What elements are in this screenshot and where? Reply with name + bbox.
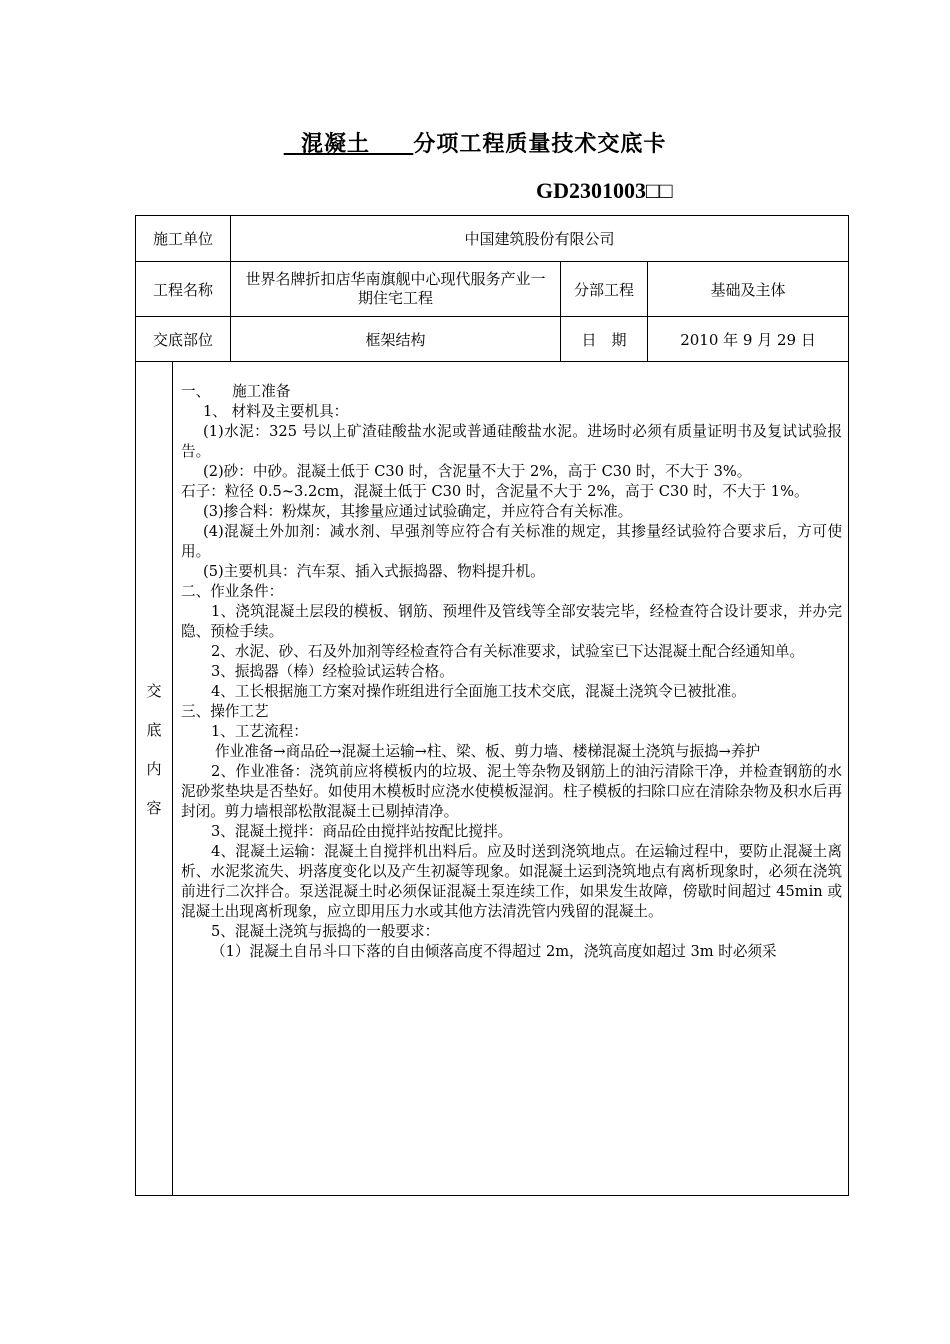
side-label-char: 容 bbox=[146, 799, 162, 817]
side-label-char: 内 bbox=[146, 760, 162, 778]
section-heading: 三、操作工艺 bbox=[181, 703, 269, 720]
content-line: (4)混凝土外加剂：减水剂、早强剂等应符合有关标准的规定，其掺量经试验符合要求后，方可使用。 bbox=[181, 523, 843, 560]
part-value: 框架结构 bbox=[231, 317, 561, 362]
content-line: 1、浇筑混凝土层段的模板、钢筋、预埋件及管线等全部安装完毕，经检查符合设计要求，并办完隐、预检手续。 bbox=[181, 603, 843, 640]
division-label: 分部工程 bbox=[561, 262, 648, 317]
side-label-char: 交 bbox=[146, 682, 162, 700]
process-flow: 作业准备→商品砼→混凝土运输→柱、梁、板、剪力墙、楼梯混凝土浇筑与振捣→养护 bbox=[215, 743, 761, 760]
disclosure-card-table bbox=[135, 215, 849, 1196]
project-label: 工程名称 bbox=[136, 262, 231, 317]
content-line: 5、混凝土浇筑与振捣的一般要求： bbox=[211, 923, 440, 940]
date-label: 日 期 bbox=[561, 317, 648, 362]
content-line: 1、 材料及主要机具： bbox=[203, 403, 349, 420]
page-title bbox=[0, 127, 950, 158]
title-rest: 分项工程质量技术交底卡 bbox=[413, 131, 667, 157]
row-part bbox=[136, 317, 849, 362]
project-value: 世界名牌折扣店华南旗舰中心现代服务产业一期住宅工程 bbox=[231, 262, 561, 317]
title-underlined: 混凝土 bbox=[301, 131, 371, 157]
content-line: 石子：粒径 0.5~3.2cm，混凝土低于 C30 时，含泥量不大于 2%，高于 C30 时，不大于 1%。 bbox=[181, 483, 809, 500]
content-line: (2)砂：中砂。混凝土低于 C30 时，含泥量不大于 2%，高于 C30 时，不大于 3%。 bbox=[203, 463, 752, 480]
content-cell bbox=[173, 362, 849, 1196]
content-line: (3)掺合料：粉煤灰，其掺量应通过试验确定，并应符合有关标准。 bbox=[203, 503, 633, 520]
content-line: 4、混凝土运输：混凝土自搅拌机出料后。应及时送到浇筑地点。在运输过程中，要防止混凝土离析、水泥浆流失、坍落度变化以及产生初凝等现象。如混凝土运到浇筑地点有离析现象时，必须在浇筑前进行二次拌合。泵送混凝土时必须保证混凝土泵连续工作，如果发生故障，傍歇时间超过 45min 或混凝土出现离析现象，应立即用压力水或其他方法清洗管内残留的混凝土。 bbox=[181, 843, 843, 920]
row-content bbox=[136, 362, 849, 1196]
date-value: 2010 年 9 月 29 日 bbox=[648, 317, 849, 362]
row-project bbox=[136, 262, 849, 317]
content-line: (5)主要机具：汽车泵、插入式振捣器、物料提升机。 bbox=[203, 563, 545, 580]
side-label-char: 底 bbox=[146, 721, 162, 739]
content-line: 3、混凝土搅拌：商品砼由搅拌站按配比搅拌。 bbox=[211, 823, 513, 840]
part-label: 交底部位 bbox=[136, 317, 231, 362]
content-line: 2、水泥、砂、石及外加剂等经检查符合有关标准要求，试验室已下达混凝土配合经通知单。 bbox=[211, 643, 805, 660]
division-value: 基础及主体 bbox=[648, 262, 849, 317]
section-heading: 二、作业条件： bbox=[181, 583, 284, 600]
row-unit bbox=[136, 216, 849, 262]
unit-value: 中国建筑股份有限公司 bbox=[231, 216, 849, 262]
content-line: （1）混凝土自吊斗口下落的自由倾落高度不得超过 2m，浇筑高度如超过 3m 时必须采 bbox=[211, 943, 777, 960]
unit-label: 施工单位 bbox=[136, 216, 231, 262]
content-line: (1)水泥：325 号以上矿渣硅酸盐水泥或普通硅酸盐水泥。进场时必须有质量证明书及复试试验报告。 bbox=[181, 423, 843, 460]
content-line: 4、工长根据施工方案对操作班组进行全面施工技术交底，混凝土浇筑令已被批准。 bbox=[211, 683, 746, 700]
section-heading: 一、 施工准备 bbox=[181, 383, 291, 400]
content-line: 3、振捣器（棒）经检验试运转合格。 bbox=[211, 663, 454, 680]
document-code: GD2301003□□ bbox=[536, 178, 673, 203]
content-line: 1、工艺流程： bbox=[211, 723, 308, 740]
side-label-cell bbox=[136, 362, 173, 1196]
content-line: 2、作业准备：浇筑前应将模板内的垃圾、泥土等杂物及钢筋上的油污清除干净，并检查钢筋的水泥砂浆垫块是否垫好。如使用木模板时应浇水使模板湿润。柱子模板的扫除口应在清除杂物及积水后再封闭。剪力墙根部松散混凝土已剔掉清净。 bbox=[181, 763, 843, 820]
